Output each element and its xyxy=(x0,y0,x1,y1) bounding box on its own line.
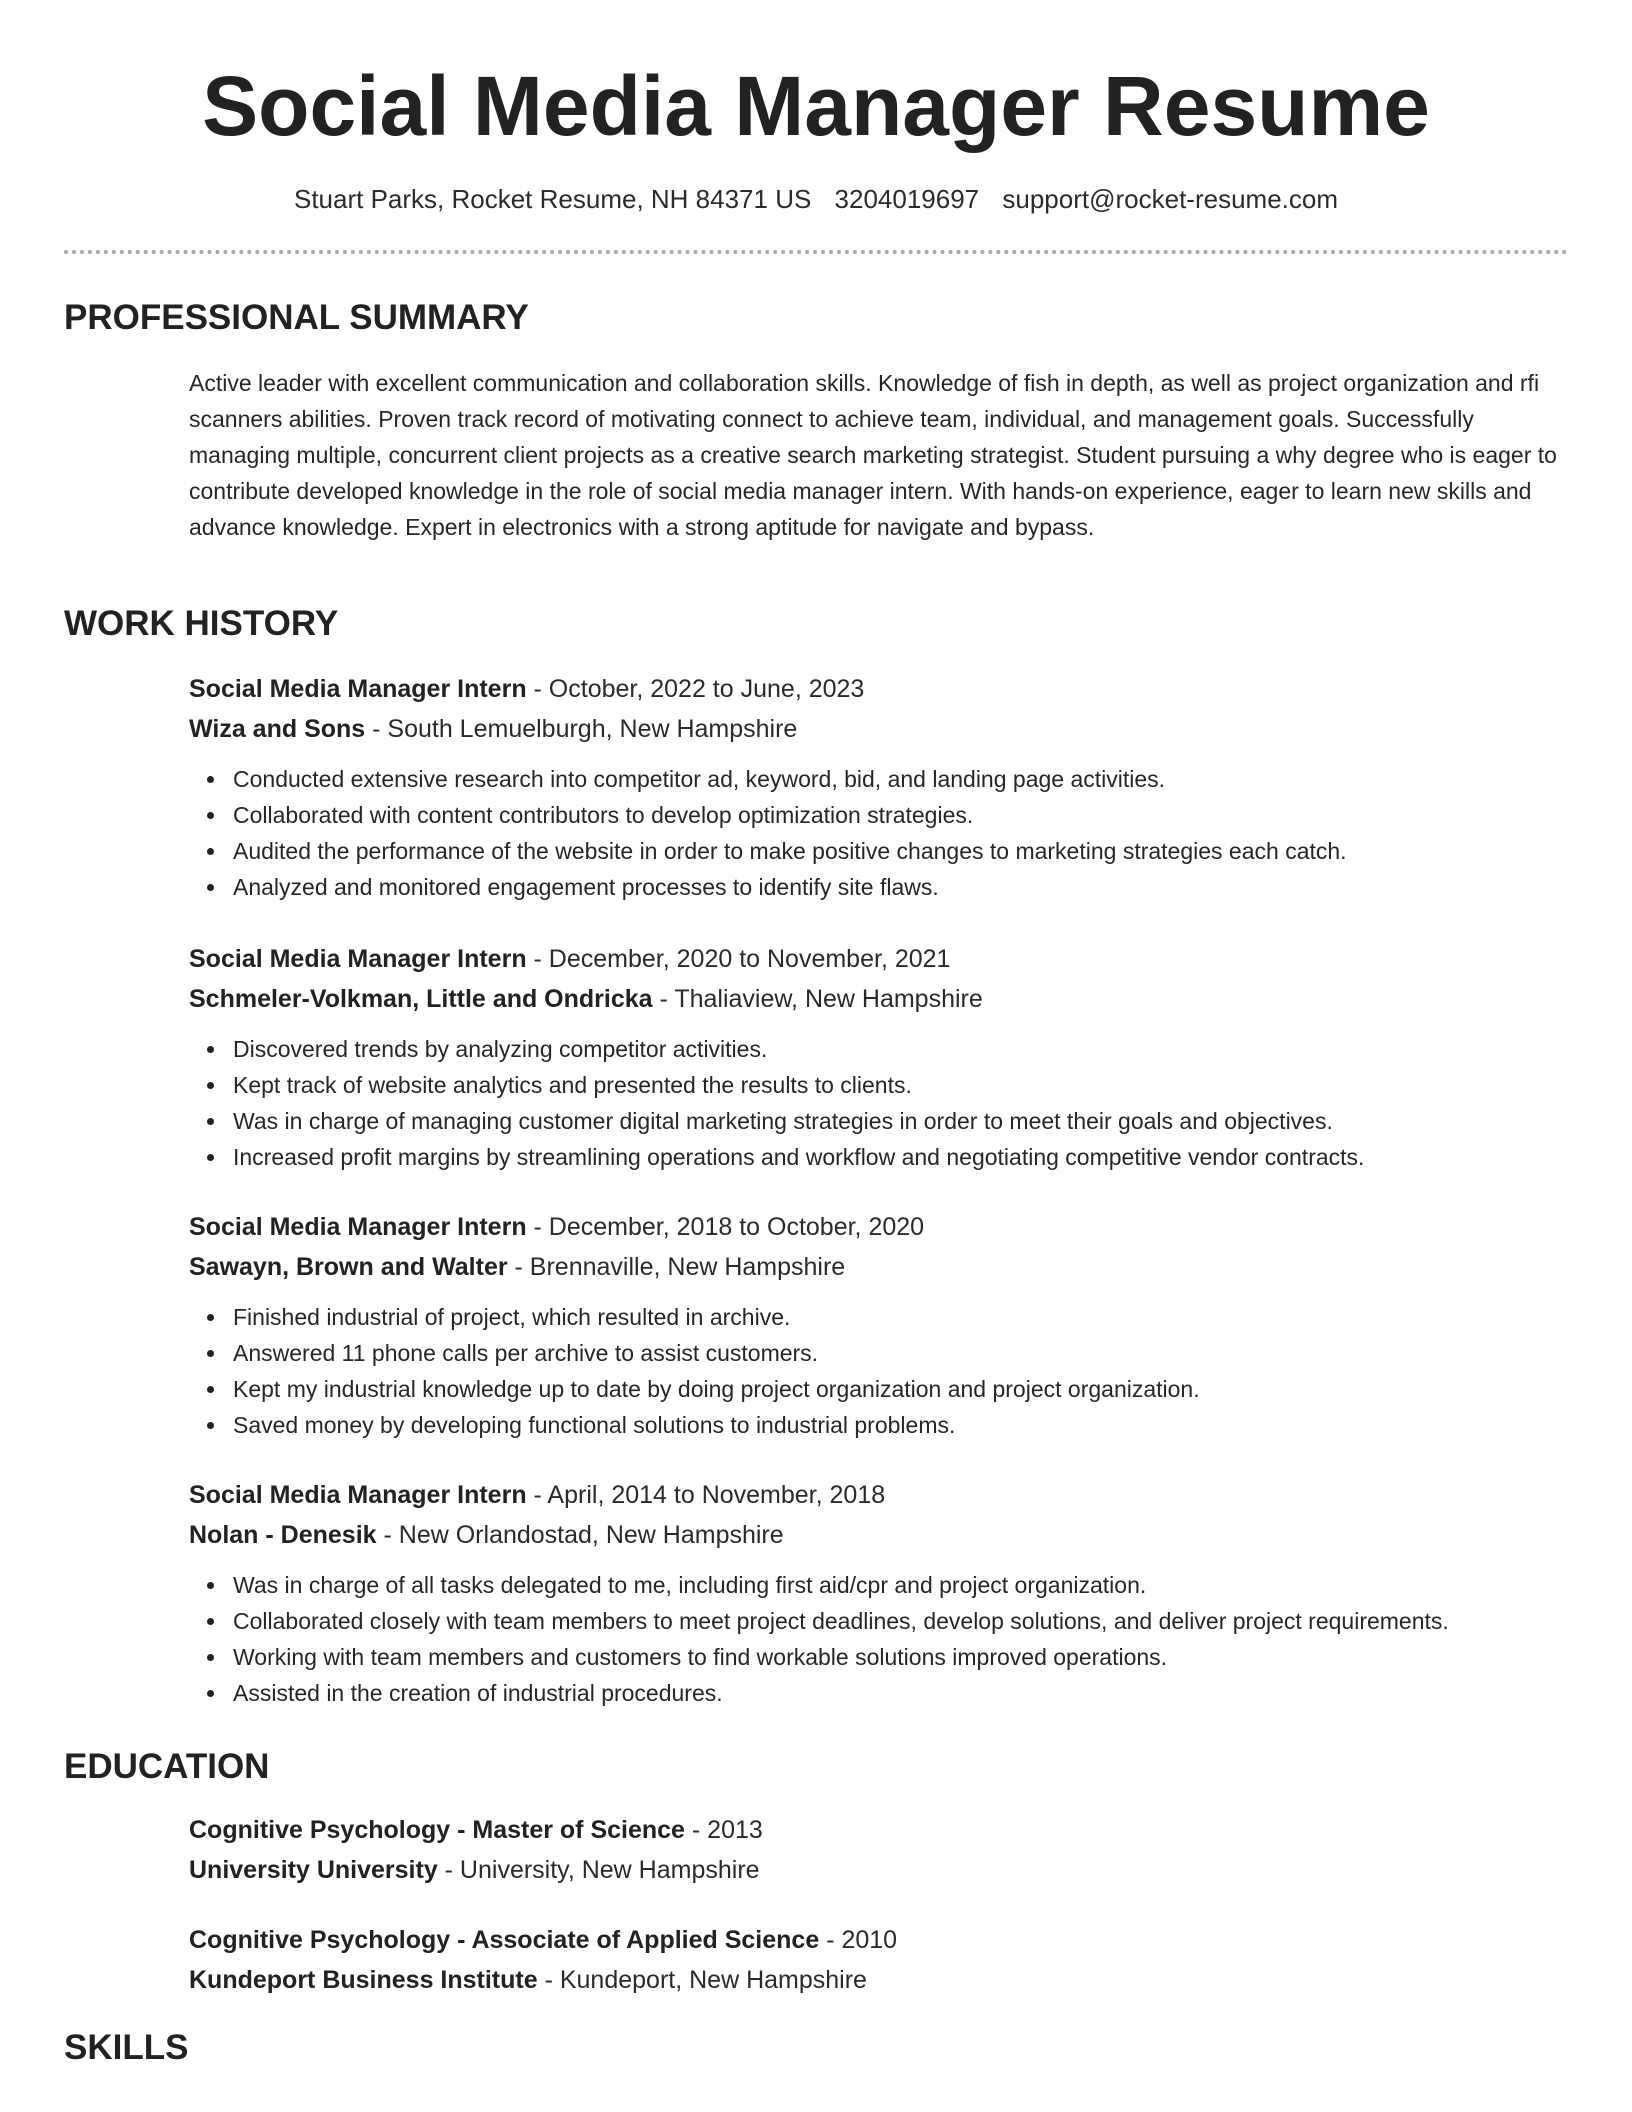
job-company: Wiza and Sons xyxy=(189,715,366,743)
job-title: Social Media Manager Intern xyxy=(189,675,527,703)
job-bullets xyxy=(189,1567,1589,1711)
job-bullets xyxy=(189,761,1589,905)
job-bullet: Saved money by developing functional solutions to industrial problems. xyxy=(233,1407,1589,1443)
job-title-line xyxy=(189,939,1589,979)
education-location: - Kundeport, New Hampshire xyxy=(537,1966,867,1994)
summary-text: Active leader with excellent communication and collaboration skills. Knowledge of fish in depth, as well as project organization and rfi scanners abilities. Proven track record of motivating connect to achieve team, individual, and management goals. Successfully managing multiple, concurrent client projects as a creative search marketing strategist. Student pursuing a why degree who is eager to contribute developed knowledge in the role of social media manager intern. With hands-on experience, eager to learn new skills and advance knowledge. Expert in electronics with a strong aptitude for navigate and bypass. xyxy=(189,370,1557,540)
education-school-line xyxy=(189,1960,1589,2000)
job-title-line xyxy=(189,1207,1589,1247)
job-entry xyxy=(189,1475,1589,1711)
job-dates: - October, 2022 to June, 2023 xyxy=(526,675,865,703)
job-company-line xyxy=(189,979,1589,1019)
job-bullet: Increased profit margins by streamlining operations and workflow and negotiating competitive vendor contracts. xyxy=(233,1139,1589,1175)
summary-heading: PROFESSIONAL SUMMARY xyxy=(64,298,529,337)
education-degree-line xyxy=(189,1810,1589,1850)
contact-email: support@rocket-resume.com xyxy=(1002,184,1339,214)
resume-title: Social Media Manager Resume xyxy=(202,59,1430,153)
job-bullet: Working with team members and customers to find workable solutions improved operations. xyxy=(233,1639,1589,1675)
education-degree: Cognitive Psychology - Associate of Applied Science xyxy=(189,1926,820,1954)
education-degree-line xyxy=(189,1920,1589,1960)
job-company-line xyxy=(189,1247,1589,1287)
job-bullets xyxy=(189,1299,1589,1443)
job-title: Social Media Manager Intern xyxy=(189,1213,527,1241)
job-company: Schmeler-Volkman, Little and Ondricka xyxy=(189,985,653,1013)
job-dates: - December, 2018 to October, 2020 xyxy=(526,1213,925,1241)
job-location: - New Orlandostad, New Hampshire xyxy=(376,1521,784,1549)
job-bullet: Was in charge of all tasks delegated to me, including first aid/cpr and project organization. xyxy=(233,1567,1589,1603)
job-title: Social Media Manager Intern xyxy=(189,1481,527,1509)
education-degree: Cognitive Psychology - Master of Science xyxy=(189,1816,685,1844)
job-dates: - April, 2014 to November, 2018 xyxy=(526,1481,886,1509)
job-dates: - December, 2020 to November, 2021 xyxy=(526,945,951,973)
job-bullet: Kept my industrial knowledge up to date by doing project organization and project organization. xyxy=(233,1371,1589,1407)
education-entry xyxy=(189,1920,1589,2000)
job-bullet: Kept track of website analytics and presented the results to clients. xyxy=(233,1067,1589,1103)
job-bullet: Collaborated closely with team members to meet project deadlines, develop solutions, and deliver project requirements. xyxy=(233,1603,1589,1639)
job-location: - Brennaville, New Hampshire xyxy=(507,1253,846,1281)
header-divider xyxy=(64,250,1568,254)
job-bullet: Answered 11 phone calls per archive to assist customers. xyxy=(233,1335,1589,1371)
job-title-line xyxy=(189,669,1589,709)
education-school: University University xyxy=(189,1856,438,1884)
job-location: - South Lemuelburgh, New Hampshire xyxy=(365,715,798,743)
job-bullet: Was in charge of managing customer digital marketing strategies in order to meet their goals and objectives. xyxy=(233,1103,1589,1139)
education-school-line xyxy=(189,1850,1589,1890)
education-year: - 2013 xyxy=(684,1816,763,1844)
contact-address: Stuart Parks, Rocket Resume, NH 84371 US xyxy=(293,184,812,214)
job-bullet: Conducted extensive research into competitor ad, keyword, bid, and landing page activities. xyxy=(233,761,1589,797)
contact-line xyxy=(0,181,1632,217)
job-entry xyxy=(189,669,1589,905)
job-title-line xyxy=(189,1475,1589,1515)
education-entry xyxy=(189,1810,1589,1890)
job-bullet: Discovered trends by analyzing competitor activities. xyxy=(233,1031,1589,1067)
job-entry xyxy=(189,1207,1589,1443)
job-location: - Thaliaview, New Hampshire xyxy=(652,985,983,1013)
job-bullet: Collaborated with content contributors to develop optimization strategies. xyxy=(233,797,1589,833)
job-company: Nolan - Denesik xyxy=(189,1521,377,1549)
work-history-heading: WORK HISTORY xyxy=(64,604,339,643)
job-company: Sawayn, Brown and Walter xyxy=(189,1253,508,1281)
education-year: - 2010 xyxy=(819,1926,898,1954)
education-location: - University, New Hampshire xyxy=(437,1856,760,1884)
job-entry xyxy=(189,939,1589,1175)
skills-heading: SKILLS xyxy=(64,2028,189,2067)
job-bullet: Audited the performance of the website in order to make positive changes to marketing strategies each catch. xyxy=(233,833,1589,869)
job-company-line xyxy=(189,709,1589,749)
job-bullet: Finished industrial of project, which resulted in archive. xyxy=(233,1299,1589,1335)
job-bullets xyxy=(189,1031,1589,1175)
contact-phone: 3204019697 xyxy=(834,184,980,214)
job-bullet: Assisted in the creation of industrial procedures. xyxy=(233,1675,1589,1711)
job-bullet: Analyzed and monitored engagement processes to identify site flaws. xyxy=(233,869,1589,905)
job-title: Social Media Manager Intern xyxy=(189,945,527,973)
job-company-line xyxy=(189,1515,1589,1555)
education-heading: EDUCATION xyxy=(64,1747,270,1786)
education-school: Kundeport Business Institute xyxy=(189,1966,538,1994)
